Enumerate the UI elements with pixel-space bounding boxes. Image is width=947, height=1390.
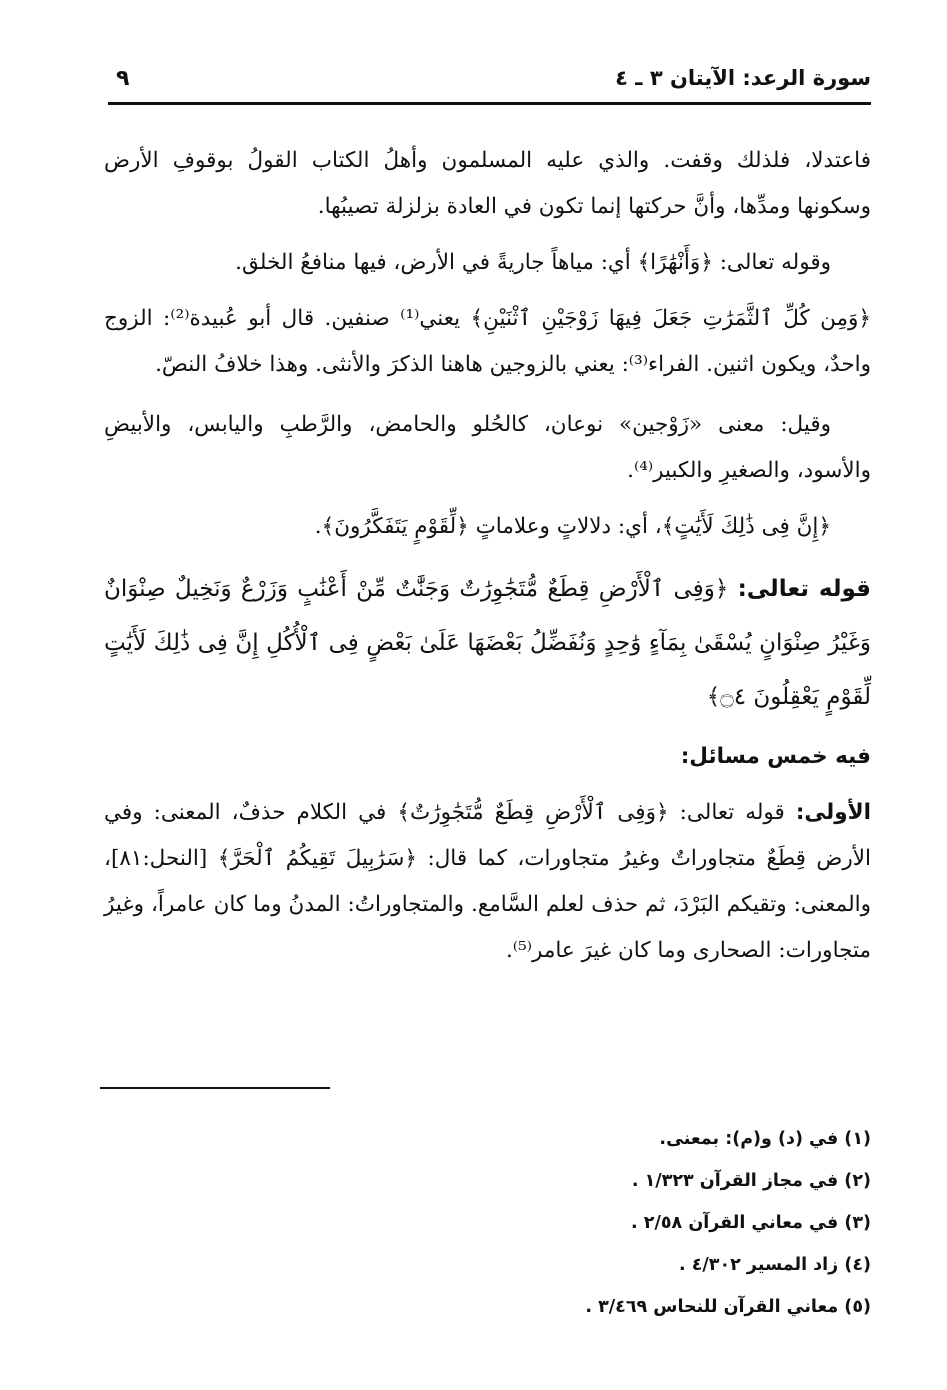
paragraph-5: ﴿إِنَّ فِى ذَٰلِكَ لَأَيَٰتٍ﴾، أي: دلالاتٍ وعلاماتٍ ﴿لِّقَوْمٍ يَتَفَكَّرُونَ﴾. — [314, 514, 831, 539]
footnote-5: (٥) معاني القرآن للنحاس ٣/٤٦٩ . — [585, 1297, 871, 1317]
paragraph-3: ﴿وَمِن كُلِّ ٱلثَّمَرَٰتِ جَعَلَ فِيهَا زَوْجَيْنِ ٱثْنَيْنِ﴾ يعني⁽¹⁾ صنفين. قال أبو عُبيدة⁽²⁾: الزوج واحدٌ، ويكون اثنين. الفراء⁽³⁾: يعني بالزوجين هاهنا الذكرَ والأنثى. وهذا خلافُ النصّ. — [104, 306, 871, 377]
header-rule — [108, 102, 871, 105]
page-header — [108, 58, 871, 98]
main-text — [104, 138, 871, 974]
issues-heading: فيه خمس مسائل: — [680, 744, 871, 769]
first-issue-lead: الأولى: — [795, 800, 871, 825]
first-issue-text: قوله تعالى: ﴿وَفِى ٱلْأَرْضِ قِطَعٌ مُّتَجَٰوِرَٰتٌ﴾ في الكلام حذفٌ، المعنى: وفي الأرض قِطَعٌ متجاوراتٌ وغيرُ متجاورات، كما قال: ﴿سَرَٰبِيلَ تَقِيكُمُ ٱلْحَرَّ﴾ [النحل:٨١]، والمعنى: وتقيكم البَرْدَ، ثم حذف لعلم السَّامع. والمتجاوراتُ: المدنُ وما كان عامراً، وغيرُ متجاورات: الصحارى وما كان غيرَ عامر⁽⁵⁾. — [104, 800, 871, 963]
paragraph-2: وقوله تعالى: ﴿وَأَنْهَٰرًا﴾ أي: مياهاً جاريةً في الأرض، فيها منافعُ الخلق. — [235, 250, 831, 275]
verse-paragraph — [104, 562, 871, 724]
footnote-1: (١) في (د) و(م): بمعنى. — [659, 1129, 871, 1149]
page-number: ٩ — [116, 66, 130, 91]
paragraph-4: وقيل: معنى «زَوْجين» نوعان، كالحُلو والحامض، والرَّطبِ واليابس، والأبيضِ والأسود، والصغيرِ والكبير⁽⁴⁾. — [104, 412, 871, 483]
footnotes — [400, 1118, 871, 1328]
verse-lead: قوله تعالى: — [737, 576, 871, 602]
paragraph-1: فاعتدلا، فلذلك وقفت. والذي عليه المسلمون وأهلُ الكتاب القولُ بوقوفِ الأرض وسكونها ومدِّها، وأنَّ حركتها إنما تكون في العادة بزلزلة تصيبُها. — [104, 148, 871, 219]
footnote-rule — [100, 1087, 330, 1089]
footnote-4: (٤) زاد المسير ٤/٣٠٢ . — [678, 1255, 871, 1275]
running-title: سورة الرعد: الآيتان ٣ ـ ٤ — [615, 66, 871, 90]
footnote-2: (٢) في مجاز القرآن ١/٣٢٣ . — [631, 1171, 871, 1191]
verse-text: ﴿وَفِى ٱلْأَرْضِ قِطَعٌ مُّتَجَٰوِرَٰتٌ وَجَنَّٰتٌ مِّنْ أَعْنَٰبٍ وَزَرْعٌ وَنَخِيلٌ صِنْوَانٌ وَغَيْرُ صِنْوَانٍ يُسْقَىٰ بِمَآءٍ وَٰحِدٍ وَنُفَضِّلُ بَعْضَهَا عَلَىٰ بَعْضٍ فِى ٱلْأُكُلِ إِنَّ فِى ذَٰلِكَ لَأَيَٰتٍ لِّقَوْمٍ يَعْقِلُونَ ۝٤﴾ — [104, 576, 871, 710]
footnote-3: (٣) في معاني القرآن ٢/٥٨ . — [631, 1213, 871, 1233]
paragraph-first-issue — [104, 790, 871, 974]
